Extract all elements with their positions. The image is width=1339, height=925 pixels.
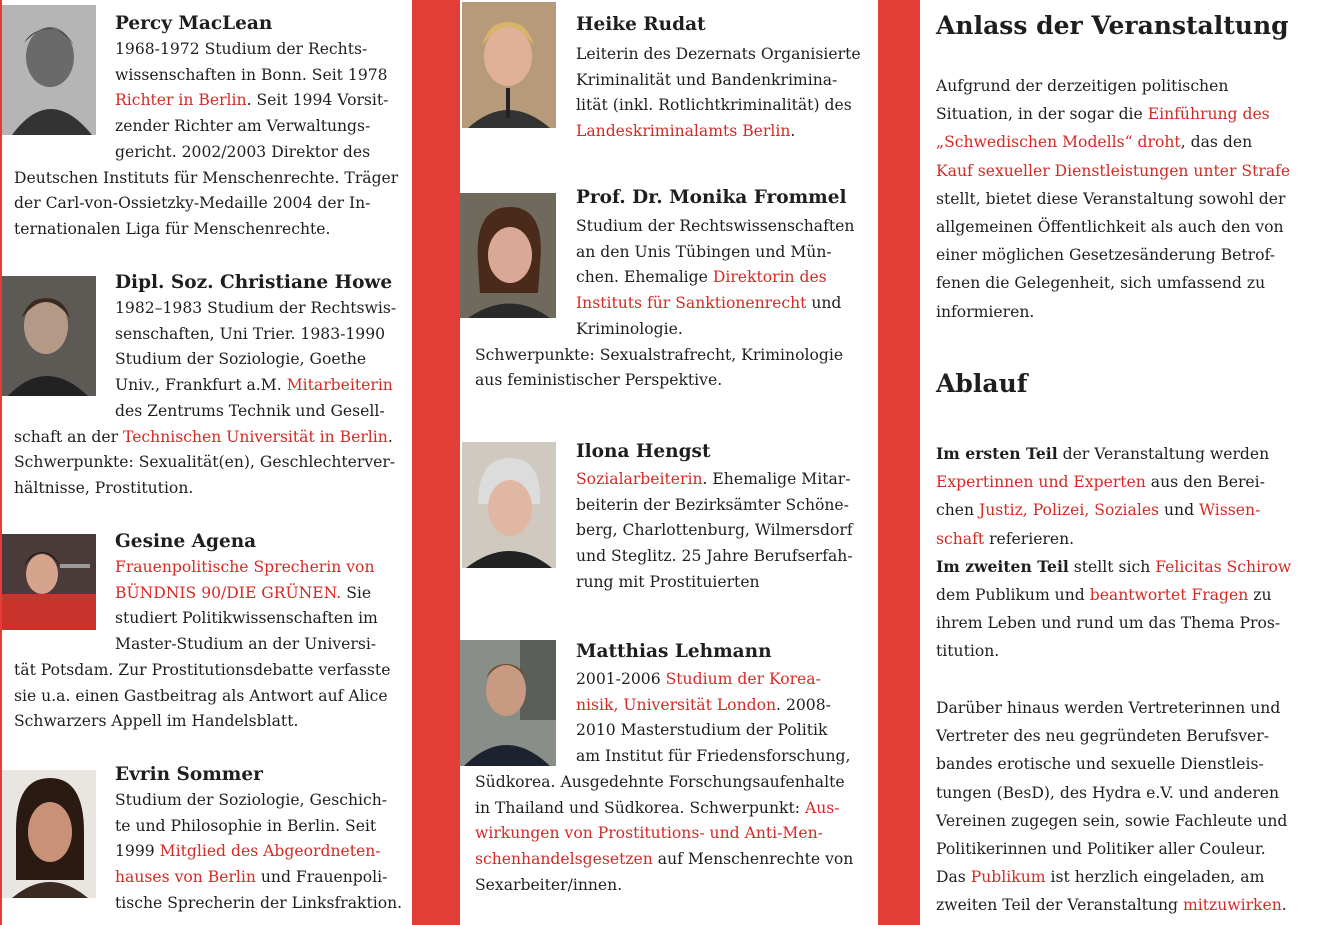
speaker-bio — [14, 296, 397, 502]
portrait-evrin-sommer — [2, 770, 96, 898]
highlight-text: Technischen Universität in Berlin — [123, 427, 388, 446]
text-run: auf Menschenrechte von — [652, 849, 854, 868]
paragraph-details — [936, 694, 1287, 920]
text-line — [936, 185, 1290, 213]
text-run: ternationalen Liga für Menschenrechte. — [14, 219, 331, 238]
text-line — [936, 694, 1287, 722]
text-line — [115, 814, 402, 840]
text-run: Vertreter des neu gegründeten Berufsver- — [936, 727, 1269, 746]
text-line — [115, 322, 396, 348]
text-run: zender Richter am Verwaltungs- — [115, 117, 371, 136]
text-line — [936, 609, 1291, 637]
highlight-text: Expertinnen und Experten — [936, 473, 1146, 492]
text-line — [576, 667, 853, 693]
text-line — [576, 467, 853, 493]
text-line — [475, 821, 853, 847]
text-run: chen. Ehemalige — [576, 268, 713, 287]
text-line — [576, 317, 854, 343]
text-run: zu — [1248, 586, 1272, 605]
text-run: in Thailand und Südkorea. Schwerpunkt: — [475, 798, 805, 817]
highlight-text: Einführung des — [1147, 105, 1270, 124]
text-run: Studium der Soziologie, Goethe — [115, 350, 367, 369]
text-run: Leiterin des Dezernats Organisierte — [576, 45, 861, 63]
highlight-text: Justiz, Polizei, Soziales — [979, 501, 1160, 520]
highlight-text: Richter in Berlin — [115, 91, 247, 110]
text-run: Schwarzers Appell im Handelsblatt. — [14, 712, 299, 731]
text-run: Das — [936, 868, 971, 887]
highlight-text: „Schwedischen Modells“ droht — [936, 133, 1181, 152]
speaker-name: Ilona Hengst — [576, 441, 711, 462]
red-band-middle — [412, 0, 460, 925]
highlight-text: Wissen- — [1199, 501, 1261, 520]
text-run: Sexarbeiter/innen. — [475, 875, 623, 894]
text-line — [936, 722, 1287, 750]
text-line — [936, 553, 1291, 581]
text-line — [576, 68, 861, 94]
text-run: dem Publikum und — [936, 586, 1090, 605]
text-run: zweiten Teil der Veranstaltung — [936, 896, 1183, 915]
text-run: und — [806, 294, 842, 313]
highlight-text: Mitarbeiterin — [286, 376, 393, 395]
speaker-bio — [475, 667, 854, 898]
text-run: aus den Berei- — [1145, 473, 1265, 492]
text-run: sie u.a. einen Gastbeitrag als Antwort auf Alice — [14, 686, 388, 705]
heading-anlass: Anlass der Veranstaltung — [936, 11, 1289, 40]
text-line — [14, 476, 396, 502]
text-run: . — [1281, 896, 1287, 915]
text-line — [936, 128, 1290, 156]
text-line — [936, 213, 1290, 241]
text-line — [14, 709, 390, 735]
text-line — [115, 788, 402, 814]
text-line — [576, 240, 854, 266]
portrait-matthias-lehmann — [460, 640, 556, 766]
text-run: am Institut für Friedensforschung, — [576, 747, 851, 766]
text-line — [475, 873, 853, 899]
speaker-name: Gesine Agena — [115, 531, 257, 552]
speaker-bio — [14, 555, 391, 735]
text-line — [576, 693, 853, 719]
text-run: tische Sprecherin der Linksfraktion. — [115, 893, 403, 912]
text-line — [576, 744, 853, 770]
text-run: und Frauenpoli- — [255, 868, 388, 887]
text-line — [936, 440, 1291, 468]
text-run: Schwerpunkte: Sexualstrafrecht, Kriminologie — [475, 345, 844, 364]
text-run: einer möglichen Gesetzesänderung Betrof- — [936, 246, 1275, 265]
text-line — [936, 835, 1287, 863]
text-run: fenen die Gelegenheit, sich umfassend zu — [936, 274, 1266, 293]
text-line — [115, 581, 390, 607]
text-run: beiterin der Bezirksämter Schöne- — [576, 495, 849, 514]
text-line — [576, 93, 861, 119]
text-line — [115, 114, 398, 140]
text-run: te und Philosophie in Berlin. Seit — [115, 816, 377, 835]
heading-ablauf: Ablauf — [936, 369, 1028, 398]
text-line — [936, 100, 1290, 128]
text-line — [115, 140, 398, 166]
highlight-text: schaft — [936, 529, 985, 548]
red-band-right — [878, 0, 920, 925]
text-run: bandes erotische und sexuelle Dienstleis- — [936, 755, 1264, 774]
text-run: Studium der Rechtswissenschaften — [576, 217, 855, 235]
text-line — [936, 779, 1287, 807]
text-line — [115, 373, 396, 399]
text-run: titution. — [936, 642, 1000, 661]
text-line — [475, 343, 854, 369]
highlight-text: hauses von Berlin — [115, 868, 256, 887]
text-line — [936, 496, 1291, 524]
text-run: Vereinen zugegen sein, sowie Fachleute und — [936, 811, 1288, 830]
text-line — [115, 865, 402, 891]
text-line — [115, 37, 398, 63]
speaker-name: Heike Rudat — [576, 14, 706, 35]
text-line — [115, 555, 390, 581]
speaker-bio — [576, 467, 853, 596]
text-run: . 2008- — [776, 695, 831, 714]
text-run: referieren. — [984, 529, 1075, 548]
highlight-text: Frauenpolitische Sprecherin von — [115, 558, 375, 576]
speaker-bio — [115, 788, 402, 917]
text-run: . Seit 1994 Vorsit- — [246, 91, 389, 110]
text-run: hältnisse, Prostitution. — [14, 478, 194, 497]
highlight-text: Landeskriminalamts Berlin — [576, 122, 791, 141]
text-run: stellt sich — [1068, 557, 1156, 576]
text-run: Situation, in der sogar die — [936, 105, 1148, 124]
text-line — [936, 72, 1290, 100]
text-line — [576, 518, 853, 544]
text-run: an den Unis Tübingen und Mün- — [576, 242, 832, 261]
bold-text: Im zweiten Teil — [936, 556, 1069, 576]
paragraph-anlass — [936, 72, 1290, 326]
text-line — [14, 166, 398, 192]
highlight-text: wirkungen von Prostitutions- und Anti-Men- — [475, 824, 823, 843]
text-line — [115, 347, 396, 373]
text-line — [936, 750, 1287, 778]
highlight-text: Aus- — [804, 798, 840, 817]
text-run: . — [790, 122, 796, 141]
text-run: 1999 — [115, 842, 160, 861]
highlight-text: Publikum — [970, 868, 1046, 887]
text-run: der Veranstaltung werden — [1057, 445, 1270, 463]
text-line — [936, 581, 1291, 609]
highlight-text: Instituts für Sanktionenrecht — [576, 294, 807, 313]
text-run: ihrem Leben und rund um das Thema Pros- — [936, 614, 1281, 633]
text-run: ist herzlich eingeladen, am — [1045, 868, 1265, 887]
text-run: studiert Politikwissenschaften im — [115, 609, 378, 628]
text-line — [475, 368, 854, 394]
text-line — [576, 119, 861, 145]
text-run: rung mit Prostituierten — [576, 572, 760, 591]
text-line — [936, 468, 1291, 496]
text-line — [936, 637, 1291, 665]
text-line — [115, 606, 390, 632]
text-line — [576, 570, 853, 596]
text-line — [936, 891, 1287, 919]
text-run: und — [1159, 501, 1200, 520]
speaker-bio — [576, 42, 861, 145]
text-line — [936, 157, 1290, 185]
text-line — [14, 684, 390, 710]
text-run: schaft an der — [14, 427, 123, 446]
text-line — [115, 63, 398, 89]
text-line — [115, 296, 396, 322]
speaker-name: Matthias Lehmann — [576, 641, 772, 662]
text-line — [576, 291, 854, 317]
text-line — [115, 632, 390, 658]
highlight-text: beantwortet Fragen — [1089, 586, 1249, 605]
text-run: Sie — [341, 583, 372, 602]
text-run: aus feministischer Perspektive. — [475, 371, 723, 390]
highlight-text: schenhandelsgesetzen — [475, 849, 653, 868]
text-run: chen — [936, 501, 980, 520]
speaker-bio — [14, 37, 399, 243]
text-run: 1968-1972 Studium der Rechts- — [115, 40, 368, 58]
text-run: 1982–1983 Studium der Rechtswis- — [115, 299, 397, 317]
bold-text: Im ersten Teil — [936, 444, 1058, 463]
portrait-christiane-howe — [2, 276, 96, 396]
text-run: lität (inkl. Rotlichtkriminalität) des — [576, 96, 852, 115]
text-line — [936, 298, 1290, 326]
text-run: Master-Studium an der Universi- — [115, 635, 377, 654]
text-line — [475, 847, 853, 873]
text-line — [576, 214, 854, 240]
highlight-text: nisik, Universität London — [576, 695, 777, 714]
text-line — [576, 42, 861, 68]
text-run: 2001-2006 — [576, 670, 666, 688]
text-line — [576, 265, 854, 291]
text-line — [115, 88, 398, 114]
speaker-name: Dipl. Soz. Christiane Howe — [115, 272, 393, 293]
text-line — [936, 863, 1287, 891]
text-run: gericht. 2002/2003 Direktor des — [115, 142, 371, 161]
highlight-text: Mitglied des Abgeordneten- — [159, 842, 381, 861]
text-line — [115, 891, 402, 917]
text-line — [576, 493, 853, 519]
event-info-column — [920, 0, 1339, 925]
highlight-text: Direktorin des — [712, 268, 827, 287]
portrait-heike-rudat — [462, 2, 556, 128]
text-line — [14, 425, 396, 451]
text-line — [936, 269, 1290, 297]
paragraph-ablauf — [936, 440, 1291, 666]
text-line — [14, 658, 390, 684]
text-run: berg, Charlottenburg, Wilmersdorf — [576, 521, 853, 540]
text-line — [115, 399, 396, 425]
text-run: Politikerinnen und Politiker aller Couleur. — [936, 840, 1266, 859]
text-run: tungen (BesD), des Hydra e.V. und anderen — [936, 783, 1280, 802]
text-run: Schwerpunkte: Sexualität(en), Geschlechterver- — [14, 453, 396, 472]
text-line — [14, 217, 398, 243]
highlight-text: BÜNDNIS 90/DIE GRÜNEN. — [115, 583, 342, 602]
text-run: Univ., Frankfurt a.M. — [115, 376, 287, 395]
text-run: und Steglitz. 25 Jahre Berufserfah- — [576, 547, 853, 566]
text-run: , das den — [1180, 133, 1253, 152]
speaker-name: Percy MacLean — [115, 13, 273, 34]
text-run: tät Potsdam. Zur Prostitutionsdebatte verfasste — [14, 660, 391, 679]
speaker-name: Evrin Sommer — [115, 764, 263, 785]
text-line — [936, 807, 1287, 835]
text-run: Deutschen Instituts für Menschenrechte. Träger — [14, 168, 399, 187]
text-run: stellt, bietet diese Veranstaltung sowohl der — [936, 189, 1286, 208]
speakers-column-middle — [460, 0, 878, 925]
text-run: Aufgrund der derzeitigen politischen — [936, 77, 1229, 95]
text-line — [936, 241, 1290, 269]
text-line — [475, 796, 853, 822]
portrait-monika-frommel — [460, 193, 556, 318]
highlight-text: Studium der Korea- — [665, 670, 821, 688]
text-line — [14, 450, 396, 476]
text-run: allgemeinen Öffentlichkeit als auch den von — [936, 218, 1284, 237]
text-run: Darüber hinaus werden Vertreterinnen und — [936, 699, 1281, 717]
text-run: . Ehemalige Mitar- — [702, 470, 851, 488]
text-line — [576, 544, 853, 570]
text-run: der Carl-von-Ossietzky-Medaille 2004 der In- — [14, 194, 371, 213]
portrait-percy-maclean — [2, 5, 96, 135]
text-run: senschaften, Uni Trier. 1983-1990 — [115, 324, 386, 343]
text-run: informieren. — [936, 302, 1035, 321]
text-run: . — [387, 427, 393, 446]
text-line — [475, 770, 853, 796]
highlight-text: mitzuwirken — [1182, 896, 1282, 915]
highlight-text: Sozialarbeiterin — [576, 470, 703, 488]
text-run: Südkorea. Ausgedehnte Forschungsaufenhalte — [475, 772, 845, 791]
text-line — [14, 191, 398, 217]
portrait-gesine-agena — [2, 534, 96, 630]
portrait-ilona-hengst — [462, 442, 556, 568]
text-line — [576, 718, 853, 744]
text-line — [115, 839, 402, 865]
text-run: wissenschaften in Bonn. Seit 1978 — [115, 65, 388, 84]
speakers-column-left — [2, 0, 412, 925]
speaker-name: Prof. Dr. Monika Frommel — [576, 187, 847, 208]
highlight-text: Kauf sexueller Dienstleistungen unter Strafe — [936, 161, 1291, 180]
text-line — [936, 525, 1291, 553]
text-run: Kriminologie. — [576, 319, 683, 338]
text-run: Kriminalität und Bandenkrimina- — [576, 70, 838, 89]
highlight-text: Felicitas Schirow — [1155, 557, 1292, 576]
speaker-bio — [475, 214, 855, 394]
text-run: Studium der Soziologie, Geschich- — [115, 791, 388, 809]
text-run: 2010 Masterstudium der Politik — [576, 721, 828, 740]
text-run: des Zentrums Technik und Gesell- — [115, 401, 385, 420]
